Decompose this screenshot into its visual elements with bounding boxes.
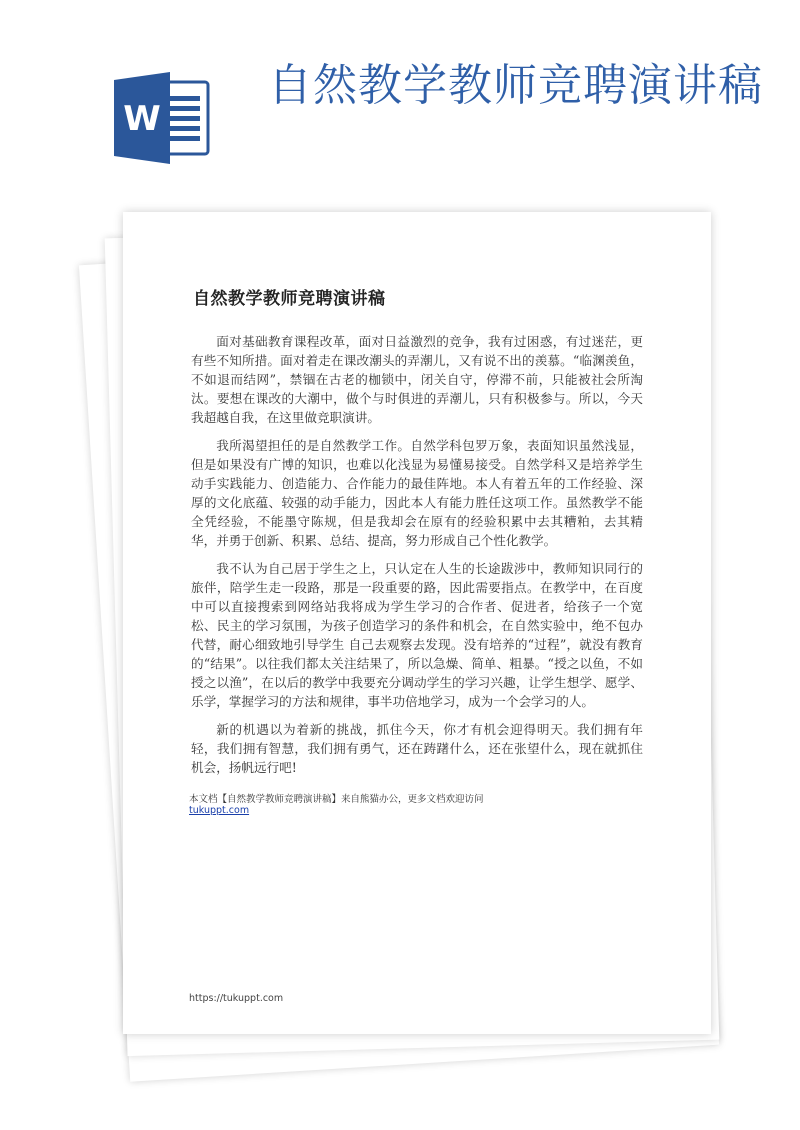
source-link[interactable]: tukuppt.com [189,805,250,816]
document-title: 自然教学教师竞聘演讲稿 [193,289,386,309]
svg-text:W: W [123,99,161,139]
footer-url[interactable]: https://tukuppt.com [189,993,284,1004]
paragraph: 我所渴望担任的是自然教学工作。自然学科包罗万象，表面知识虽然浅显，但是如果没有广博的知识，也难以化浅显为易懂易接受。自然学科又是培养学生动手实践能力、创造能力、合作能力的最佳阵地。本人有着五年的工作经验、深厚的文化底蕴、较强的动手能力，因此本人有能力胜任这项工作。虽然教学不能全凭经验，不能墨守陈规，但是我却会在原有的经验积累中去其糟粕，去其精华，并勇于创新、积累、总结、提高，努力形成自己个性化教学。 [191,438,643,548]
page-title: 自然教学教师竞聘演讲稿 [268,60,763,111]
document-page [123,212,711,1034]
source-note: 本文档【自然教学教师竞聘演讲稿】来自熊猫办公，更多文档欢迎访问 [189,794,484,805]
paragraph: 面对基础教育课程改革，面对日益激烈的竞争，我有过困惑，有过迷茫，更有些不知所措。面对着走在课改潮头的弄潮儿，又有说不出的羡慕。“临渊羡鱼，不如退而结网”，禁锢在古老的枷锁中，闭关自守，停滞不前，只能被社会所淘汰。要想在课改的大潮中，做个与时俱进的弄潮儿，只有积极参与。所以，今天我超越自我，在这里做竞职演讲。 [191,334,643,425]
word-document-icon [112,72,212,164]
paragraph: 我不认为自己居于学生之上，只认定在人生的长途跋涉中，教师知识同行的旅伴，陪学生走一段路，那是一段重要的路，因此需要指点。在教学中，在百度中可以直接搜索到网络站我将成为学生学习的合作者、促进者，给孩子一个宽松、民主的学习氛围，为孩子创造学习的条件和机会，在自然实验中，绝不包办代替，耐心细致地引导学生 自己去观察去发现。没有培养的“过程”，就没有教育的“结果”。以往我们都太关注结果了，所以急燥、简单、粗暴。“授之以鱼，不如授之以渔”，在以后的教学中我要充分调动学生的学习兴趣，让学生想学、愿学、乐学，掌握学习的方法和规律，事半功倍地学习，成为一个会学习的人。 [191,561,643,709]
paragraph: 新的机遇以为着新的挑战，抓住今天，你才有机会迎得明天。我们拥有年轻，我们拥有智慧，我们拥有勇气，还在踌躇什么，还在张望什么，现在就抓住机会，扬帆远行吧! [191,722,643,775]
document-body [191,332,643,786]
